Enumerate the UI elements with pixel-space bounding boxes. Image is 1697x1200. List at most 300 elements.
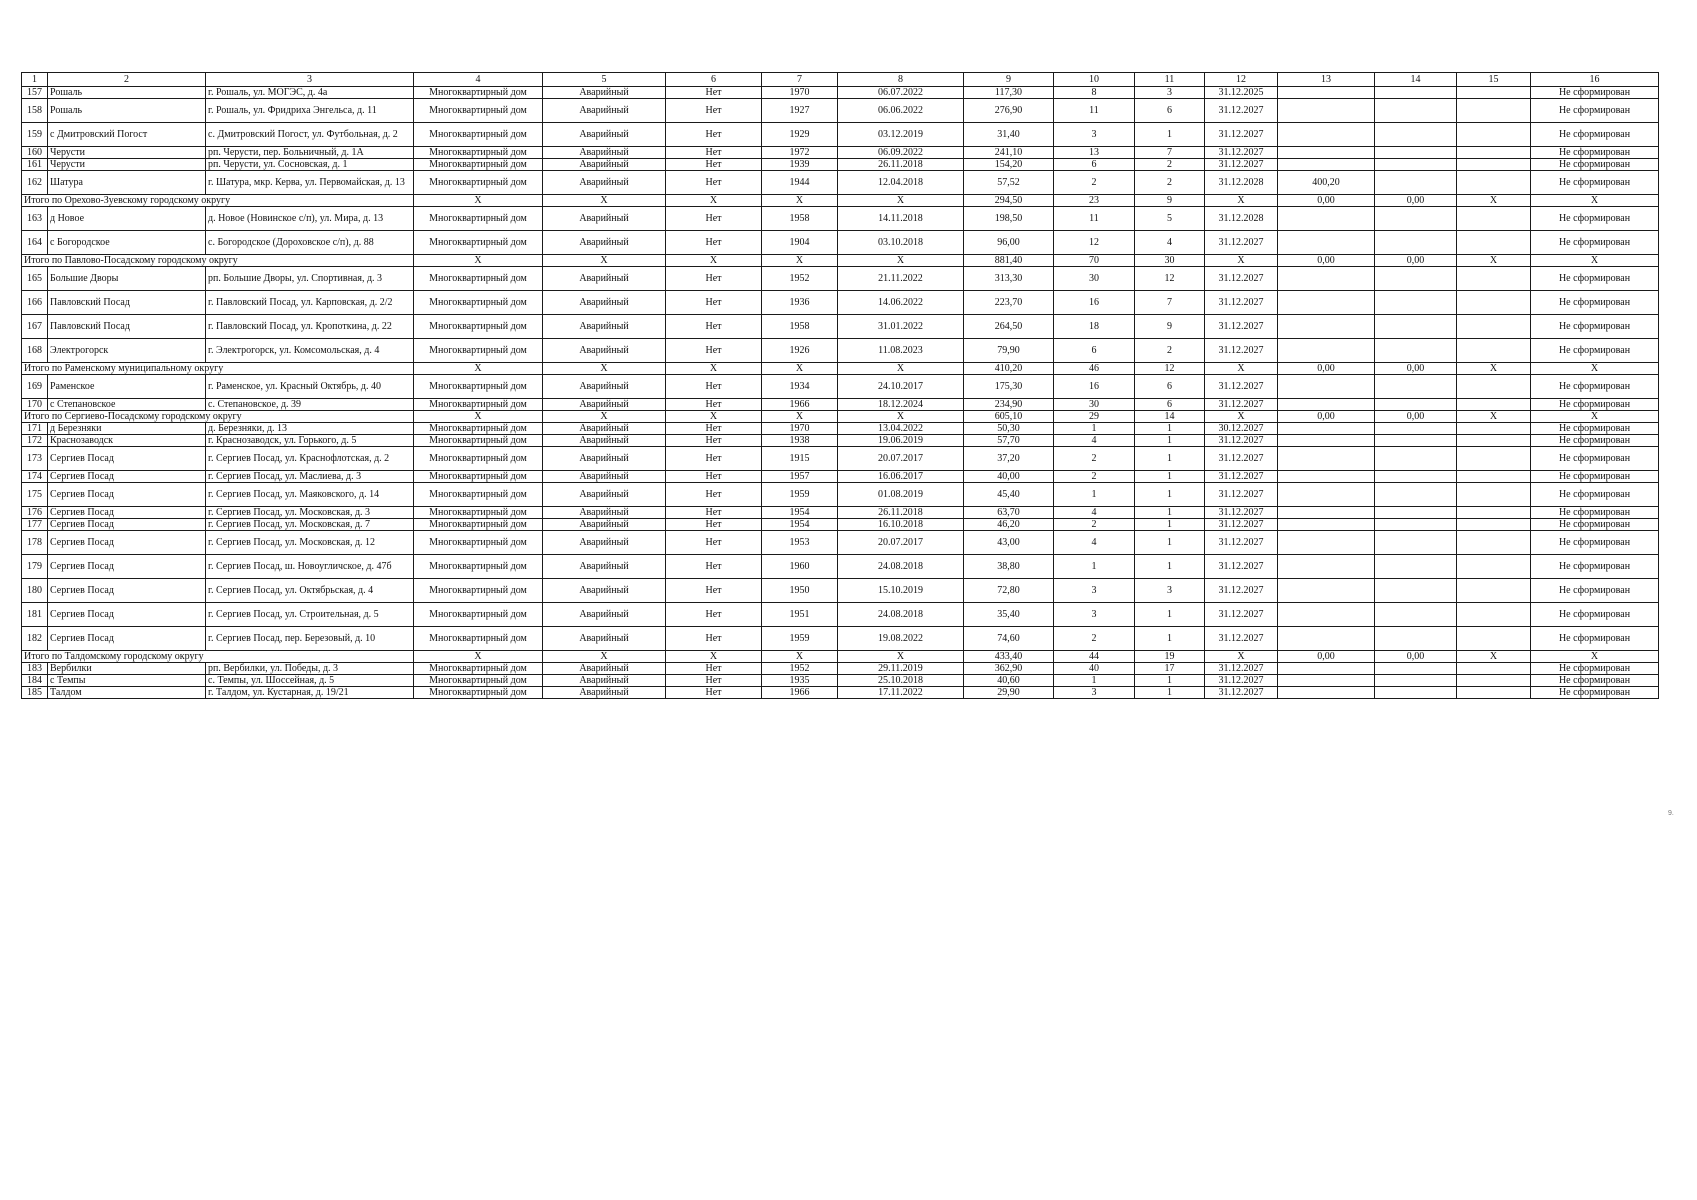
table-cell: 1939	[762, 159, 838, 171]
column-number-header: 4	[414, 73, 543, 87]
table-cell: г. Электрогорск, ул. Комсомольская, д. 4	[206, 339, 414, 363]
table-cell: 03.12.2019	[838, 123, 964, 147]
table-cell: Нет	[666, 555, 762, 579]
table-cell: г. Краснозаводск, ул. Горького, д. 5	[206, 435, 414, 447]
table-cell: 20.07.2017	[838, 531, 964, 555]
table-cell: Многоквартирный дом	[414, 423, 543, 435]
table-cell: Сергиев Посад	[48, 603, 206, 627]
table-cell: 167	[22, 315, 48, 339]
table-cell	[1278, 315, 1375, 339]
table-cell: 37,20	[964, 447, 1054, 471]
column-number-header: 11	[1135, 73, 1205, 87]
table-cell: Не сформирован	[1531, 663, 1659, 675]
column-number-header: 15	[1457, 73, 1531, 87]
table-cell: 2	[1135, 159, 1205, 171]
table-cell	[1375, 123, 1457, 147]
table-cell: 158	[22, 99, 48, 123]
table-cell: Нет	[666, 267, 762, 291]
table-cell: 3	[1135, 579, 1205, 603]
table-cell: Нет	[666, 147, 762, 159]
table-cell: Многоквартирный дом	[414, 291, 543, 315]
table-cell: Аварийный	[543, 483, 666, 507]
subtotal-cell: X	[543, 255, 666, 267]
table-cell	[1457, 483, 1531, 507]
table-cell	[1278, 519, 1375, 531]
column-number-header: 2	[48, 73, 206, 87]
subtotal-cell: 0,00	[1375, 363, 1457, 375]
table-row	[22, 291, 1659, 315]
table-cell: 1904	[762, 231, 838, 255]
subtotal-cell: 19	[1135, 651, 1205, 663]
table-cell: 166	[22, 291, 48, 315]
table-cell: г. Рошаль, ул. Фридриха Энгельса, д. 11	[206, 99, 414, 123]
table-cell: Аварийный	[543, 171, 666, 195]
table-cell: 1	[1135, 483, 1205, 507]
table-cell	[1278, 231, 1375, 255]
table-cell: Не сформирован	[1531, 339, 1659, 363]
table-cell: д. Новое (Новинское с/п), ул. Мира, д. 13	[206, 207, 414, 231]
table-cell: 117,30	[964, 87, 1054, 99]
column-number-header: 14	[1375, 73, 1457, 87]
table-cell: 03.10.2018	[838, 231, 964, 255]
table-cell: Не сформирован	[1531, 423, 1659, 435]
table-cell	[1457, 339, 1531, 363]
column-number-header: 13	[1278, 73, 1375, 87]
table-cell: 185	[22, 687, 48, 699]
table-cell: 313,30	[964, 267, 1054, 291]
table-cell: 160	[22, 147, 48, 159]
table-cell: 31.12.2027	[1205, 123, 1278, 147]
table-cell: г. Сергиев Посад, ул. Краснофлотская, д. 2	[206, 447, 414, 471]
table-cell: Не сформирован	[1531, 531, 1659, 555]
table-cell: Сергиев Посад	[48, 627, 206, 651]
table-cell: Аварийный	[543, 555, 666, 579]
table-cell	[1278, 483, 1375, 507]
table-cell: 31.12.2027	[1205, 687, 1278, 699]
table-cell	[1278, 87, 1375, 99]
table-cell: г. Сергиев Посад, ул. Маслиева, д. 3	[206, 471, 414, 483]
table-row	[22, 531, 1659, 555]
table-cell	[1375, 399, 1457, 411]
table-cell: 43,00	[964, 531, 1054, 555]
table-cell: 24.10.2017	[838, 375, 964, 399]
table-cell: г. Талдом, ул. Кустарная, д. 19/21	[206, 687, 414, 699]
table-cell: Многоквартирный дом	[414, 435, 543, 447]
subtotal-cell: X	[838, 255, 964, 267]
table-cell	[1278, 603, 1375, 627]
table-cell: Многоквартирный дом	[414, 231, 543, 255]
table-cell: с Дмитровский Погост	[48, 123, 206, 147]
table-cell: 1	[1135, 519, 1205, 531]
table-cell: Аварийный	[543, 339, 666, 363]
table-cell: Аварийный	[543, 99, 666, 123]
subtotal-cell: 881,40	[964, 255, 1054, 267]
table-cell	[1375, 471, 1457, 483]
table-cell: 40,00	[964, 471, 1054, 483]
table-cell: 276,90	[964, 99, 1054, 123]
table-cell: 7	[1135, 147, 1205, 159]
table-cell: 31.12.2027	[1205, 267, 1278, 291]
subtotal-cell: X	[1531, 411, 1659, 423]
table-cell: Многоквартирный дом	[414, 267, 543, 291]
table-cell: Нет	[666, 663, 762, 675]
table-cell	[1375, 663, 1457, 675]
subtotal-cell: 14	[1135, 411, 1205, 423]
table-cell: Нет	[666, 291, 762, 315]
table-cell: 223,70	[964, 291, 1054, 315]
table-cell: 06.07.2022	[838, 87, 964, 99]
table-cell: 1	[1135, 531, 1205, 555]
table-cell: г. Сергиев Посад, ул. Московская, д. 12	[206, 531, 414, 555]
table-cell: 4	[1054, 531, 1135, 555]
table-cell: Нет	[666, 531, 762, 555]
subtotal-cell: 0,00	[1375, 255, 1457, 267]
subtotal-cell: 30	[1135, 255, 1205, 267]
subtotal-cell: 0,00	[1278, 651, 1375, 663]
table-cell: Аварийный	[543, 315, 666, 339]
subtotal-row	[22, 255, 1659, 267]
table-cell: г. Сергиев Посад, ш. Новоугличское, д. 47б	[206, 555, 414, 579]
table-cell: 6	[1135, 99, 1205, 123]
table-cell: 1	[1135, 507, 1205, 519]
table-cell	[1375, 87, 1457, 99]
column-number-header: 1	[22, 73, 48, 87]
table-cell: 182	[22, 627, 48, 651]
table-cell	[1457, 675, 1531, 687]
table-cell: 31.12.2028	[1205, 207, 1278, 231]
table-cell	[1375, 579, 1457, 603]
table-cell: 79,90	[964, 339, 1054, 363]
table-cell: 176	[22, 507, 48, 519]
table-cell: Рошаль	[48, 87, 206, 99]
table-row	[22, 267, 1659, 291]
table-cell: Многоквартирный дом	[414, 675, 543, 687]
table-cell: 173	[22, 447, 48, 471]
table-cell: Нет	[666, 375, 762, 399]
subtotal-cell: X	[1531, 255, 1659, 267]
table-cell: Многоквартирный дом	[414, 555, 543, 579]
table-cell: 31.12.2027	[1205, 375, 1278, 399]
table-cell: 2	[1054, 171, 1135, 195]
table-cell: 17.11.2022	[838, 687, 964, 699]
table-cell	[1278, 147, 1375, 159]
table-cell: Аварийный	[543, 399, 666, 411]
table-cell: Аварийный	[543, 663, 666, 675]
table-cell	[1375, 483, 1457, 507]
table-cell: 57,70	[964, 435, 1054, 447]
table-cell: 161	[22, 159, 48, 171]
table-cell: 1	[1054, 423, 1135, 435]
column-number-header-row	[22, 73, 1659, 87]
table-cell: Сергиев Посад	[48, 555, 206, 579]
table-cell: Многоквартирный дом	[414, 627, 543, 651]
table-cell	[1278, 291, 1375, 315]
table-cell: 72,80	[964, 579, 1054, 603]
table-cell: 3	[1054, 687, 1135, 699]
table-cell	[1375, 267, 1457, 291]
subtotal-cell: X	[762, 411, 838, 423]
table-cell: 1	[1135, 627, 1205, 651]
table-cell: Раменское	[48, 375, 206, 399]
table-cell: 35,40	[964, 603, 1054, 627]
table-cell	[1278, 447, 1375, 471]
subtotal-cell: X	[1457, 651, 1531, 663]
table-cell: 2	[1054, 471, 1135, 483]
table-cell: Нет	[666, 519, 762, 531]
table-cell: 12.04.2018	[838, 171, 964, 195]
table-cell: 45,40	[964, 483, 1054, 507]
table-cell	[1375, 207, 1457, 231]
table-cell	[1457, 399, 1531, 411]
table-cell: с Богородское	[48, 231, 206, 255]
table-cell: Не сформирован	[1531, 519, 1659, 531]
table-cell: Нет	[666, 231, 762, 255]
table-cell: Не сформирован	[1531, 207, 1659, 231]
subtotal-row	[22, 363, 1659, 375]
table-cell	[1457, 99, 1531, 123]
table-cell	[1278, 471, 1375, 483]
table-cell: 31.12.2027	[1205, 291, 1278, 315]
subtotal-cell: 0,00	[1278, 363, 1375, 375]
table-cell: 11	[1054, 207, 1135, 231]
table-cell: 5	[1135, 207, 1205, 231]
subtotal-cell: X	[414, 195, 543, 207]
table-cell: Нет	[666, 171, 762, 195]
subtotal-cell: X	[414, 651, 543, 663]
subtotal-cell: 46	[1054, 363, 1135, 375]
table-cell: 1	[1054, 555, 1135, 579]
table-cell: Многоквартирный дом	[414, 339, 543, 363]
table-cell: Рошаль	[48, 99, 206, 123]
table-cell: 31.12.2028	[1205, 171, 1278, 195]
table-cell: 6	[1054, 339, 1135, 363]
table-cell: 31.12.2027	[1205, 675, 1278, 687]
table-cell	[1375, 159, 1457, 171]
table-cell: 74,60	[964, 627, 1054, 651]
table-cell: Сергиев Посад	[48, 447, 206, 471]
table-cell	[1375, 555, 1457, 579]
table-cell: 1938	[762, 435, 838, 447]
table-cell: Аварийный	[543, 267, 666, 291]
table-cell: Многоквартирный дом	[414, 123, 543, 147]
table-cell: Многоквартирный дом	[414, 603, 543, 627]
table-cell: с. Темпы, ул. Шоссейная, д. 5	[206, 675, 414, 687]
table-cell	[1375, 687, 1457, 699]
table-cell	[1278, 123, 1375, 147]
table-cell: 06.09.2022	[838, 147, 964, 159]
table-cell: с. Степановское, д. 39	[206, 399, 414, 411]
table-cell: 175	[22, 483, 48, 507]
table-row	[22, 159, 1659, 171]
subtotal-cell: X	[543, 195, 666, 207]
subtotal-cell: 294,50	[964, 195, 1054, 207]
table-cell: 1	[1135, 435, 1205, 447]
table-cell: 1966	[762, 399, 838, 411]
table-row	[22, 99, 1659, 123]
table-cell: 165	[22, 267, 48, 291]
table-cell: 1927	[762, 99, 838, 123]
table-cell	[1375, 147, 1457, 159]
table-cell: 31.12.2027	[1205, 483, 1278, 507]
table-cell	[1278, 663, 1375, 675]
table-cell: Сергиев Посад	[48, 531, 206, 555]
table-cell: Не сформирован	[1531, 627, 1659, 651]
table-cell: Нет	[666, 423, 762, 435]
table-cell: 1960	[762, 555, 838, 579]
table-cell: Не сформирован	[1531, 147, 1659, 159]
table-cell: Не сформирован	[1531, 375, 1659, 399]
table-cell	[1278, 675, 1375, 687]
table-cell: Не сформирован	[1531, 687, 1659, 699]
subtotal-cell: 0,00	[1375, 651, 1457, 663]
table-cell: Аварийный	[543, 231, 666, 255]
table-cell: 31.12.2027	[1205, 159, 1278, 171]
table-cell: 181	[22, 603, 48, 627]
table-cell: г. Сергиев Посад, пер. Березовый, д. 10	[206, 627, 414, 651]
subtotal-cell: X	[543, 363, 666, 375]
table-row	[22, 675, 1659, 687]
table-cell	[1457, 267, 1531, 291]
table-cell	[1457, 627, 1531, 651]
table-cell: 20.07.2017	[838, 447, 964, 471]
subtotal-cell: X	[1457, 195, 1531, 207]
table-row	[22, 375, 1659, 399]
table-cell: 159	[22, 123, 48, 147]
table-cell	[1457, 171, 1531, 195]
table-row	[22, 507, 1659, 519]
table-cell: 21.11.2022	[838, 267, 964, 291]
table-cell: 1952	[762, 267, 838, 291]
table-cell: 2	[1135, 339, 1205, 363]
table-row	[22, 315, 1659, 339]
table-cell: Аварийный	[543, 123, 666, 147]
table-cell	[1375, 375, 1457, 399]
table-cell	[1278, 627, 1375, 651]
subtotal-cell: X	[543, 411, 666, 423]
table-cell: 24.08.2018	[838, 555, 964, 579]
table-cell: 1	[1135, 123, 1205, 147]
table-cell: Нет	[666, 675, 762, 687]
column-number-header: 5	[543, 73, 666, 87]
table-cell: Нет	[666, 123, 762, 147]
table-cell: Нет	[666, 687, 762, 699]
table-cell: Многоквартирный дом	[414, 147, 543, 159]
table-cell: 12	[1135, 267, 1205, 291]
table-cell: 31.12.2027	[1205, 555, 1278, 579]
table-row	[22, 171, 1659, 195]
table-cell: Нет	[666, 579, 762, 603]
table-cell	[1457, 423, 1531, 435]
table-cell	[1375, 171, 1457, 195]
table-cell: Нет	[666, 483, 762, 507]
table-cell	[1375, 447, 1457, 471]
table-cell: 31.12.2027	[1205, 519, 1278, 531]
table-cell	[1457, 519, 1531, 531]
table-cell: Павловский Посад	[48, 315, 206, 339]
table-cell: с Темпы	[48, 675, 206, 687]
table-cell: Не сформирован	[1531, 435, 1659, 447]
subtotal-cell: X	[1531, 363, 1659, 375]
table-cell: 01.08.2019	[838, 483, 964, 507]
table-cell: 1953	[762, 531, 838, 555]
table-cell	[1457, 471, 1531, 483]
table-cell: Краснозаводск	[48, 435, 206, 447]
table-cell: с. Богородское (Дороховское с/п), д. 88	[206, 231, 414, 255]
table-cell: 168	[22, 339, 48, 363]
page-mark: 9.	[1668, 810, 1674, 817]
table-cell: 1	[1135, 447, 1205, 471]
table-cell: 25.10.2018	[838, 675, 964, 687]
table-cell: Не сформирован	[1531, 231, 1659, 255]
table-cell: Не сформирован	[1531, 159, 1659, 171]
table-cell: Нет	[666, 603, 762, 627]
table-cell: 31.12.2027	[1205, 315, 1278, 339]
table-cell: 1952	[762, 663, 838, 675]
table-cell: 7	[1135, 291, 1205, 315]
table-cell: Аварийный	[543, 423, 666, 435]
table-cell: 50,30	[964, 423, 1054, 435]
table-cell: 31.12.2027	[1205, 147, 1278, 159]
table-cell: Нет	[666, 507, 762, 519]
table-cell: Многоквартирный дом	[414, 579, 543, 603]
column-number-header: 12	[1205, 73, 1278, 87]
column-number-header: 7	[762, 73, 838, 87]
table-cell: с. Дмитровский Погост, ул. Футбольная, д. 2	[206, 123, 414, 147]
table-cell: 3	[1135, 87, 1205, 99]
table-cell: Нет	[666, 315, 762, 339]
table-cell: 162	[22, 171, 48, 195]
table-cell: г. Сергиев Посад, ул. Маяковского, д. 14	[206, 483, 414, 507]
table-cell	[1375, 339, 1457, 363]
table-cell: Сергиев Посад	[48, 471, 206, 483]
subtotal-cell: X	[414, 255, 543, 267]
subtotal-cell: 44	[1054, 651, 1135, 663]
table-row	[22, 231, 1659, 255]
subtotal-cell: 605,10	[964, 411, 1054, 423]
table-cell: 19.08.2022	[838, 627, 964, 651]
table-body	[22, 73, 1659, 699]
table-cell: рп. Вербилки, ул. Победы, д. 3	[206, 663, 414, 675]
subtotal-cell: 23	[1054, 195, 1135, 207]
table-cell: Нет	[666, 207, 762, 231]
subtotal-label: Итого по Талдомскому городскому округу	[22, 651, 414, 663]
table-cell: Нет	[666, 339, 762, 363]
table-cell: Аварийный	[543, 435, 666, 447]
table-cell: 63,70	[964, 507, 1054, 519]
table-cell	[1375, 315, 1457, 339]
table-cell: 96,00	[964, 231, 1054, 255]
table-cell: 1958	[762, 315, 838, 339]
table-cell: 241,10	[964, 147, 1054, 159]
table-row	[22, 663, 1659, 675]
table-cell: 29,90	[964, 687, 1054, 699]
table-cell: 31.12.2027	[1205, 399, 1278, 411]
table-cell: 31.12.2027	[1205, 603, 1278, 627]
table-cell: Нет	[666, 471, 762, 483]
table-cell: Сергиев Посад	[48, 519, 206, 531]
subtotal-cell: X	[414, 411, 543, 423]
table-row	[22, 483, 1659, 507]
table-cell: 17	[1135, 663, 1205, 675]
table-cell	[1278, 267, 1375, 291]
table-cell: Павловский Посад	[48, 291, 206, 315]
table-cell: Электрогорск	[48, 339, 206, 363]
table-cell: Аварийный	[543, 447, 666, 471]
table-cell: 362,90	[964, 663, 1054, 675]
table-cell	[1278, 579, 1375, 603]
subtotal-cell: 0,00	[1278, 195, 1375, 207]
table-cell: Аварийный	[543, 675, 666, 687]
